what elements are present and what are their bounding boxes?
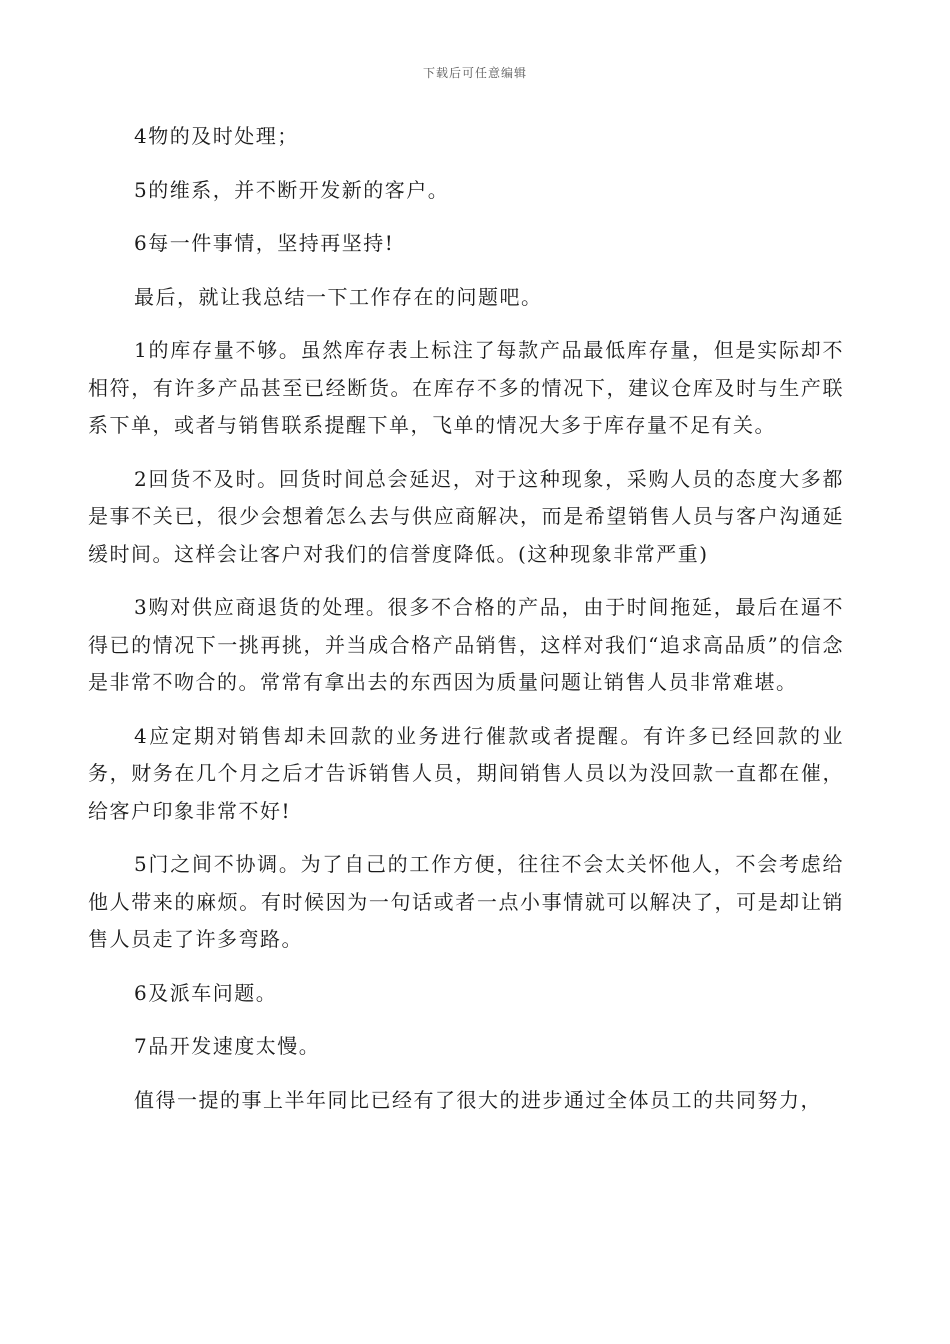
paragraph-9: 5门之间不协调。为了自己的工作方便，往往不会太关怀他人，不会考虑给他人带来的麻烦。有时候因为一句话或者一点小事情就可以解决了，可是却让销售人员走了许多弯路。 — [88, 852, 844, 951]
paragraph-8: 4应定期对销售却未回款的业务进行催款或者提醒。有许多已经回款的业务，财务在几个月之后才告诉销售人员，期间销售人员以为没回款一直都在催，给客户印象非常不好! — [88, 723, 844, 823]
page-header-note: 下载后可任意编辑 — [422, 66, 527, 80]
document-body — [88, 118, 844, 1119]
paragraph-3: 6每一件事情，坚持再坚持! — [134, 231, 395, 255]
paragraph-11: 7品开发速度太慢。 — [134, 1034, 321, 1058]
paragraph-6: 2回货不及时。回货时间总会延迟，对于这种现象，采购人员的态度大多都是事不关已，很少会想着怎么去与供应商解决，而是希望销售人员与客户沟通延缓时间。这样会让客户对我们的信誉度降低。(这种现象非常严重) — [88, 466, 844, 566]
paragraph-7: 3购对供应商退货的处理。很多不合格的产品，由于时间拖延，最后在逼不得已的情况下一挑再挑，并当成合格产品销售，这样对我们“追求高品质”的信念是非常不吻合的。常常有拿出去的东西因为质量问题让销售人员非常难堪。 — [88, 595, 844, 694]
paragraph-4: 最后，就让我总结一下工作存在的问题吧。 — [134, 284, 543, 309]
paragraph-10: 6及派车问题。 — [134, 980, 278, 1005]
paragraph-1: 4物的及时处理； — [134, 124, 299, 148]
paragraph-12: 值得一提的事上半年同比已经有了很大的进步通过全体员工的共同努力， — [134, 1087, 822, 1112]
paragraph-2: 5的维系，并不断开发新的客户。 — [134, 177, 450, 202]
paragraph-5: 1的库存量不够。虽然库存表上标注了每款产品最低库存量，但是实际却不相符，有许多产品甚至已经断货。在库存不多的情况下，建议仓库及时与生产联系下单，或者与销售联系提醒下单，飞单的情况大多于库存量不足有关。 — [88, 338, 844, 437]
